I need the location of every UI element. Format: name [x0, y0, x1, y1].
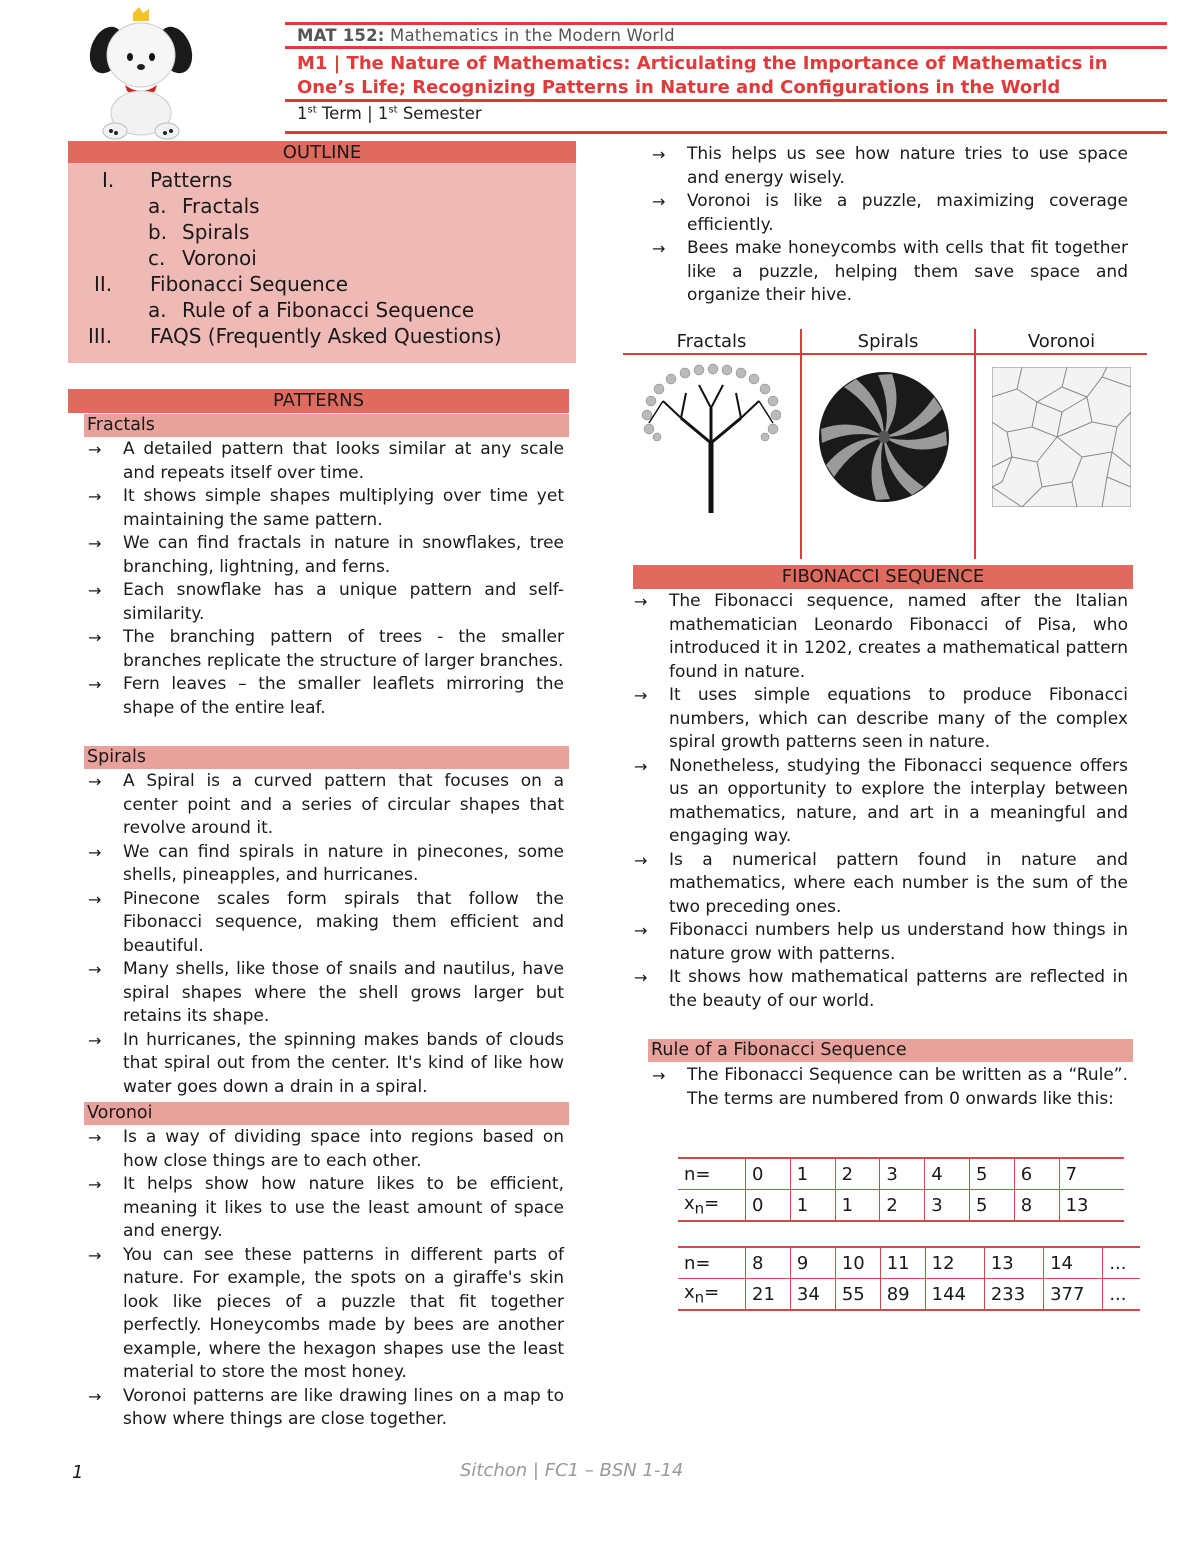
- right-arrow-icon: →: [634, 592, 648, 611]
- list-item: → Voronoi is like a puzzle, maximizing coverage efficiently.: [652, 191, 1128, 235]
- fibonacci-table-2: [678, 1246, 1140, 1311]
- table-cell: 89: [880, 1279, 925, 1311]
- outline-num: I.: [102, 168, 115, 192]
- list-item: → Fern leaves – the smaller leaflets mirroring the shape of the entire leaf.: [88, 674, 564, 718]
- table-cell: 2: [835, 1158, 880, 1190]
- table-cell: 0: [746, 1158, 791, 1190]
- voronoi-caption: Voronoi: [1027, 331, 1096, 352]
- list-item: → The Fibonacci Sequence can be written as a “Rule”. The terms are numbered from 0 onwards like this:: [652, 1065, 1128, 1109]
- right-arrow-icon: →: [652, 1066, 666, 1085]
- right-arrow-icon: →: [88, 1030, 102, 1050]
- table-cell: 10: [835, 1247, 880, 1279]
- table-divider: [800, 329, 802, 559]
- outline-num: b.: [148, 220, 168, 244]
- list-item: → We can find fractals in nature in snowflakes, tree branching, lightning, and ferns.: [88, 533, 564, 577]
- table-row: [678, 1158, 1124, 1190]
- table-cell: 3: [880, 1158, 925, 1190]
- list-item: → Nonetheless, studying the Fibonacci sequence offers us an opportunity to explore the interplay between mathematics, nature, and art in a meaningful and engaging way.: [634, 755, 1128, 846]
- right-arrow-icon: →: [652, 239, 666, 258]
- fibonacci-table-1: [678, 1157, 1124, 1222]
- fractals-list: [88, 438, 564, 720]
- right-arrow-icon: →: [88, 772, 102, 791]
- page-number: 1: [72, 1462, 84, 1483]
- outline-item: Rule of a Fibonacci Sequence: [182, 298, 475, 322]
- table-cell: $x_n=$: [678, 1279, 746, 1311]
- table-cell: 144: [925, 1279, 984, 1311]
- list-item: → It shows how mathematical patterns are reflected in the beauty of our world.: [634, 967, 1128, 1011]
- list-item: → Fibonacci numbers help us understand how things in nature grow with patterns.: [634, 920, 1128, 964]
- table-cell: 4: [925, 1158, 970, 1190]
- table-divider: [974, 329, 976, 559]
- list-item: → In hurricanes, the spinning makes bands of clouds that spiral out from the center. It's kind of like how water goes down a drain in a spiral.: [88, 1029, 564, 1097]
- table-cell: 13: [1059, 1190, 1124, 1222]
- header-rule-3: [285, 99, 1167, 102]
- voronoi-continued-list: [652, 143, 1128, 308]
- table-cell: 34: [790, 1279, 835, 1311]
- table-cell: 6: [1014, 1158, 1059, 1190]
- list-item: → The Fibonacci sequence, named after the Italian mathematician Leonardo Fibonacci of Pisa, who introduced it in 1202, creates a mathematical pattern found in nature.: [634, 591, 1128, 682]
- table-cell: 7: [1059, 1158, 1124, 1190]
- right-arrow-icon: →: [652, 145, 666, 164]
- outline-item: Patterns: [150, 168, 233, 192]
- right-arrow-icon: →: [634, 921, 648, 940]
- table-cell: 21: [746, 1279, 791, 1311]
- table-cell: 1: [835, 1190, 880, 1222]
- right-arrow-icon: →: [634, 850, 648, 870]
- rule-heading: Rule of a Fibonacci Sequence: [648, 1039, 1133, 1062]
- header-rule-top: [285, 22, 1167, 25]
- pattern-images-table: [623, 329, 1147, 559]
- list-item: → We can find spirals in nature in pinecones, some shells, pineapples, and hurricanes.: [88, 841, 564, 885]
- list-item: → The branching pattern of trees - the smaller branches replicate the structure of larger branches.: [88, 627, 564, 671]
- spirals-caption: Spirals: [857, 331, 919, 352]
- right-arrow-icon: →: [88, 487, 102, 506]
- right-arrow-icon: →: [88, 675, 102, 694]
- right-arrow-icon: →: [634, 968, 648, 987]
- table-cell: 1: [790, 1190, 835, 1222]
- footer-author: Sitchon | FC1 – BSN 1-14: [460, 1460, 684, 1481]
- table-cell: 14: [1044, 1247, 1103, 1279]
- spiral-image: [818, 371, 950, 503]
- table-cell: 0: [746, 1190, 791, 1222]
- table-cell: n=: [678, 1247, 746, 1279]
- voronoi-heading: Voronoi: [84, 1102, 569, 1125]
- table-cell: 11: [880, 1247, 925, 1279]
- table-cell: 1: [790, 1158, 835, 1190]
- table-rule: [623, 353, 1147, 355]
- table-cell: ...: [1103, 1279, 1140, 1311]
- right-arrow-icon: →: [88, 842, 102, 862]
- module-title: M1 | The Nature of Mathematics: Articulating the Importance of Mathematics in One’s Life; Recognizing Patterns in Nature and Configurations in the World: [297, 53, 1108, 98]
- table-cell: 377: [1044, 1279, 1103, 1311]
- list-item: → Is a numerical pattern found in nature and mathematics, where each number is the sum of the two preceding ones.: [634, 849, 1128, 917]
- list-item: → It helps show how nature likes to be efficient, meaning it likes to use the least amount of space and energy.: [88, 1174, 564, 1241]
- outline-item: Fibonacci Sequence: [150, 272, 349, 296]
- right-arrow-icon: →: [88, 960, 102, 979]
- table-cell: 5: [969, 1158, 1014, 1190]
- outline-title: OUTLINE: [68, 141, 576, 165]
- voronoi-list: [88, 1126, 564, 1432]
- table-cell: 8: [746, 1247, 791, 1279]
- list-item: → It uses simple equations to produce Fibonacci numbers, which can describe many of the complex spiral growth patterns seen in nature.: [634, 685, 1128, 752]
- fractals-heading: Fractals: [84, 414, 569, 437]
- table-cell: 2: [880, 1190, 925, 1222]
- list-item: → Each snowflake has a unique pattern and self-similarity.: [88, 580, 564, 624]
- table-cell: 5: [969, 1190, 1014, 1222]
- table-cell: 3: [925, 1190, 970, 1222]
- right-arrow-icon: →: [652, 192, 666, 211]
- header-rule-bottom: [285, 131, 1167, 134]
- table-cell: 9: [790, 1247, 835, 1279]
- outline-num: a.: [148, 298, 167, 322]
- table-cell: 233: [984, 1279, 1043, 1311]
- right-arrow-icon: →: [88, 440, 102, 459]
- table-row: [678, 1279, 1140, 1311]
- patterns-title: PATTERNS: [68, 389, 569, 413]
- course-title: MAT 152: Mathematics in the Modern World: [297, 26, 675, 45]
- spirals-list: [88, 770, 564, 1099]
- right-arrow-icon: →: [88, 889, 102, 909]
- table-row: [678, 1247, 1140, 1279]
- outline-num: c.: [148, 246, 166, 270]
- right-arrow-icon: →: [88, 1175, 102, 1194]
- outline-item: Spirals: [182, 220, 250, 244]
- rule-list: [652, 1064, 1128, 1111]
- outline-item: Fractals: [182, 194, 260, 218]
- right-arrow-icon: →: [88, 1128, 102, 1147]
- right-arrow-icon: →: [88, 628, 102, 647]
- right-arrow-icon: →: [88, 1245, 102, 1265]
- right-arrow-icon: →: [634, 686, 648, 705]
- right-arrow-icon: →: [634, 756, 648, 776]
- spirals-heading: Spirals: [84, 746, 569, 769]
- table-cell: ...: [1103, 1247, 1140, 1279]
- table-cell: 8: [1014, 1190, 1059, 1222]
- list-item: → Pinecone scales form spirals that follow the Fibonacci sequence, making them efficient and beautiful.: [88, 888, 564, 956]
- fibonacci-title: FIBONACCI SEQUENCE: [633, 565, 1133, 589]
- list-item: → It shows simple shapes multiplying over time yet maintaining the same pattern.: [88, 486, 564, 530]
- fractal-tree-image: [641, 363, 781, 513]
- outline-num: II.: [94, 272, 113, 296]
- term-label: 1st Term | 1st Semester: [297, 104, 482, 123]
- right-arrow-icon: →: [88, 1386, 102, 1406]
- table-cell: n=: [678, 1158, 746, 1190]
- table-cell: 13: [984, 1247, 1043, 1279]
- list-item: → Bees make honeycombs with cells that fit together like a puzzle, helping them save space and organize their hive.: [652, 238, 1128, 305]
- outline-item: Voronoi: [182, 246, 257, 270]
- table-cell: 12: [925, 1247, 984, 1279]
- right-arrow-icon: →: [88, 581, 102, 600]
- outline-num: III.: [88, 324, 113, 348]
- list-item: → Many shells, like those of snails and nautilus, have spiral shapes where the shell grows larger but retains its shape.: [88, 959, 564, 1026]
- list-item: → A detailed pattern that looks similar at any scale and repeats itself over time.: [88, 439, 564, 483]
- right-arrow-icon: →: [88, 534, 102, 553]
- outline-num: a.: [148, 194, 167, 218]
- header-rule-2: [285, 46, 1167, 49]
- list-item: → You can see these patterns in different parts of nature. For example, the spots on a giraffe's skin look like pieces of a puzzle that fit together perfectly. Honeycombs made by bees are another example, where the hexagon shapes use the least material to store the most honey.: [88, 1244, 564, 1382]
- outline-box: [68, 163, 576, 363]
- table-cell: 55: [835, 1279, 880, 1311]
- fractals-caption: Fractals: [676, 331, 747, 352]
- list-item: → A Spiral is a curved pattern that focuses on a center point and a series of circular shapes that revolve around it.: [88, 771, 564, 838]
- fibonacci-list: [634, 590, 1128, 1013]
- list-item: → This helps us see how nature tries to use space and energy wisely.: [652, 144, 1128, 188]
- dog-mascot-icon: [85, 5, 195, 140]
- outline-item: FAQS (Frequently Asked Questions): [150, 324, 502, 348]
- table-row: [678, 1190, 1124, 1222]
- table-cell: $x_n=$: [678, 1190, 746, 1222]
- voronoi-image: [992, 367, 1131, 507]
- list-item: → Voronoi patterns are like drawing lines on a map to show where things are close together.: [88, 1385, 564, 1429]
- list-item: → Is a way of dividing space into regions based on how close things are to each other.: [88, 1127, 564, 1171]
